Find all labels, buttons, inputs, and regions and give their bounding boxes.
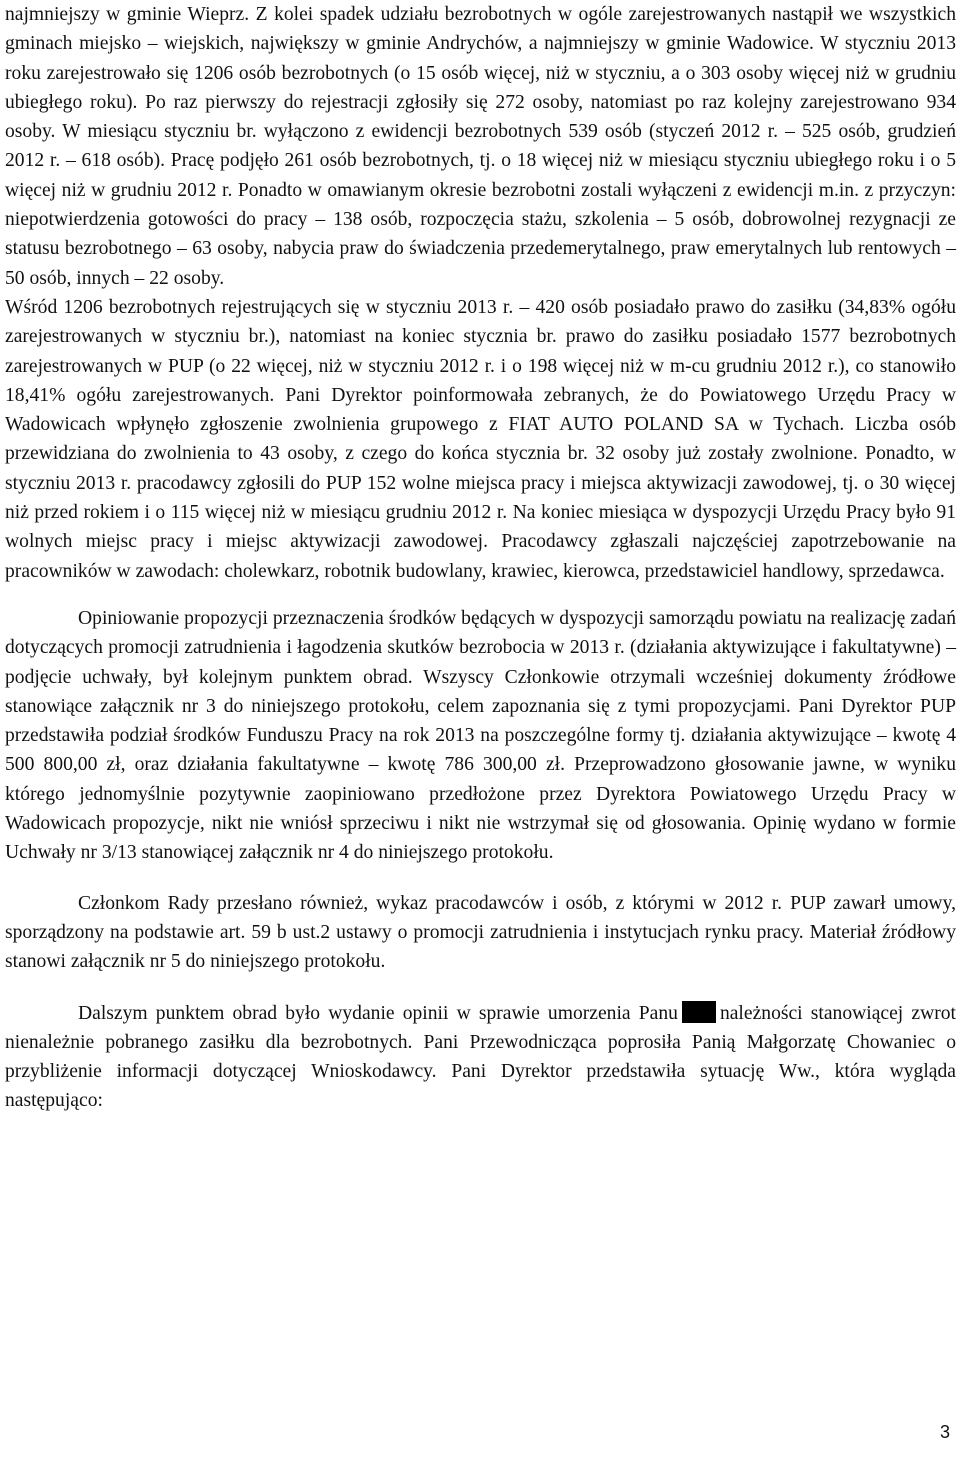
document-page [5, 0, 956, 1116]
debt-remission-text-end: należności stanowiącej zwrot nienależnie pobranego zasiłku dla bezrobotnych. Pani Przewodnicząca poprosiła Panią Małgorzatę Chowaniec o przybliżenie informacji dotyczącej Wnioskodawcy. Pani Dyrektor przedstawiła sytuację Ww., która wygląda następująco: [5, 1002, 956, 1112]
page-number: 3 [939, 1422, 950, 1442]
paragraph-employers-list: Członkom Rady przesłano również, wykaz pracodawców i osób, z którymi w 2012 r. PUP zawarł umowy, sporządzony na podstawie art. 59 b ust.2 ustawy o promocji zatrudnienia i instytucjach rynku pracy. Materiał źródłowy stanowi załącznik nr 5 do niniejszego protokołu. [5, 892, 956, 973]
paragraph-labour-fund-opinion: Opiniowanie propozycji przeznaczenia środków będących w dyspozycji samorządu powiatu na realizację zadań dotyczących promocji zatrudnienia i łagodzenia skutków bezrobocia w 2013 r. (działania aktywizujące i fakultatywne) – podjęcie uchwały, był kolejnym punktem obrad. Wszyscy Członkowie otrzymali wcześniej dokumenty źródłowe stanowiące załącznik nr 3 do niniejszego protokołu, celem zapoznania się z tymi propozycjami. Pani Dyrektor PUP przedstawiła podział środków Funduszu Pracy na rok 2013 na poszczególne formy tj. działania aktywizujące – kwotę 4 500 800,00 zł, oraz działania fakultatywne – kwotę 786 300,00 zł. Przeprowadzono głosowanie jawne, w wyniku którego jednomyślnie pozytywnie zaopiniowano przedłożone przez Dyrektora Powiatowego Urzędu Pracy w Wadowicach propozycje, nikt nie wniósł sprzeciwu i nikt nie wstrzymał się od głosowania. Opinię wydano w formie Uchwały nr 3/13 stanowiącej załącznik nr 4 do niniejszego protokołu. [5, 607, 956, 864]
paragraph-benefits-and-job-offers: Wśród 1206 bezrobotnych rejestrujących się w styczniu 2013 r. – 420 osób posiadało prawo do zasiłku (34,83% ogółu zarejestrowanych w styczniu br.), natomiast na koniec stycznia br. prawo do zasiłku posiadało 1577 bezrobotnych zarejestrowanych w PUP (o 22 więcej, niż w styczniu 2012 r. i o 198 więcej niż w m-cu grudniu 2012 r.), co stanowiło 18,41% ogółu zarejestrowanych. Pani Dyrektor poinformowała zebranych, że do Powiatowego Urzędu Pracy w Wadowicach wpłynęło zgłoszenie zwolnienia grupowego z FIAT AUTO POLAND SA w Tychach. Liczba osób przewidziana do zwolnienia to 43 osoby, z czego do końca stycznia br. 32 osoby już zostały zwolnione. Ponadto, w styczniu 2013 r. pracodawcy zgłosili do PUP 152 wolne miejsca pracy i miejsca aktywizacji zawodowej, tj. o 30 więcej niż przed rokiem i o 115 więcej niż w miesiącu grudniu 2012 r. Na koniec miesiąca w dyspozycji Urzędu Pracy było 91 wolnych miejsc pracy i miejsc aktywizacji zawodowej. Pracodawcy zgłaszali najczęściej zapotrzebowanie na pracowników w zawodach: cholewkarz, robotnik budowlany, krawiec, kierowca, przedstawiciel handlowy, sprzedawca. [5, 296, 956, 582]
paragraph-debt-remission [5, 999, 956, 1116]
redaction-block [682, 1001, 716, 1023]
paragraph-unemployment-statistics: najmniejszy w gminie Wieprz. Z kolei spadek udziału bezrobotnych w ogóle zarejestrowanych nastąpił we wszystkich gminach miejsko – wiejskich, największy w gminie Andrychów, a najmniejszy w gminie Wadowice. W styczniu 2013 roku zarejestrowało się 1206 osób bezrobotnych (o 15 osób więcej, niż w styczniu, a o 303 osoby więcej niż w grudniu ubiegłego roku). Po raz pierwszy do rejestracji zgłosiły się 272 osoby, natomiast po raz kolejny zarejestrowano 934 osoby. W miesiącu styczniu br. wyłączono z ewidencji bezrobotnych 539 osób (styczeń 2012 r. – 525 osób, grudzień 2012 r. – 618 osób). Pracę podjęło 261 osób bezrobotnych, tj. o 18 więcej niż w miesiącu styczniu ubiegłego roku i o 5 więcej niż w grudniu 2012 r. Ponadto w omawianym okresie bezrobotni zostali wyłączeni z ewidencji m.in. z przyczyn: niepotwierdzenia gotowości do pracy – 138 osób, rozpoczęcia stażu, szkolenia – 5 osób, dobrowolnej rezygnacji ze statusu bezrobotnego – 63 osoby, nabycia praw do świadczenia przedemerytalnego, praw emerytalnych lub rentowych – 50 osób, innych – 22 osoby. [5, 4, 956, 289]
debt-remission-text-start: Dalszym punktem obrad było wydanie opinii w sprawie umorzenia Panu [78, 1002, 678, 1024]
